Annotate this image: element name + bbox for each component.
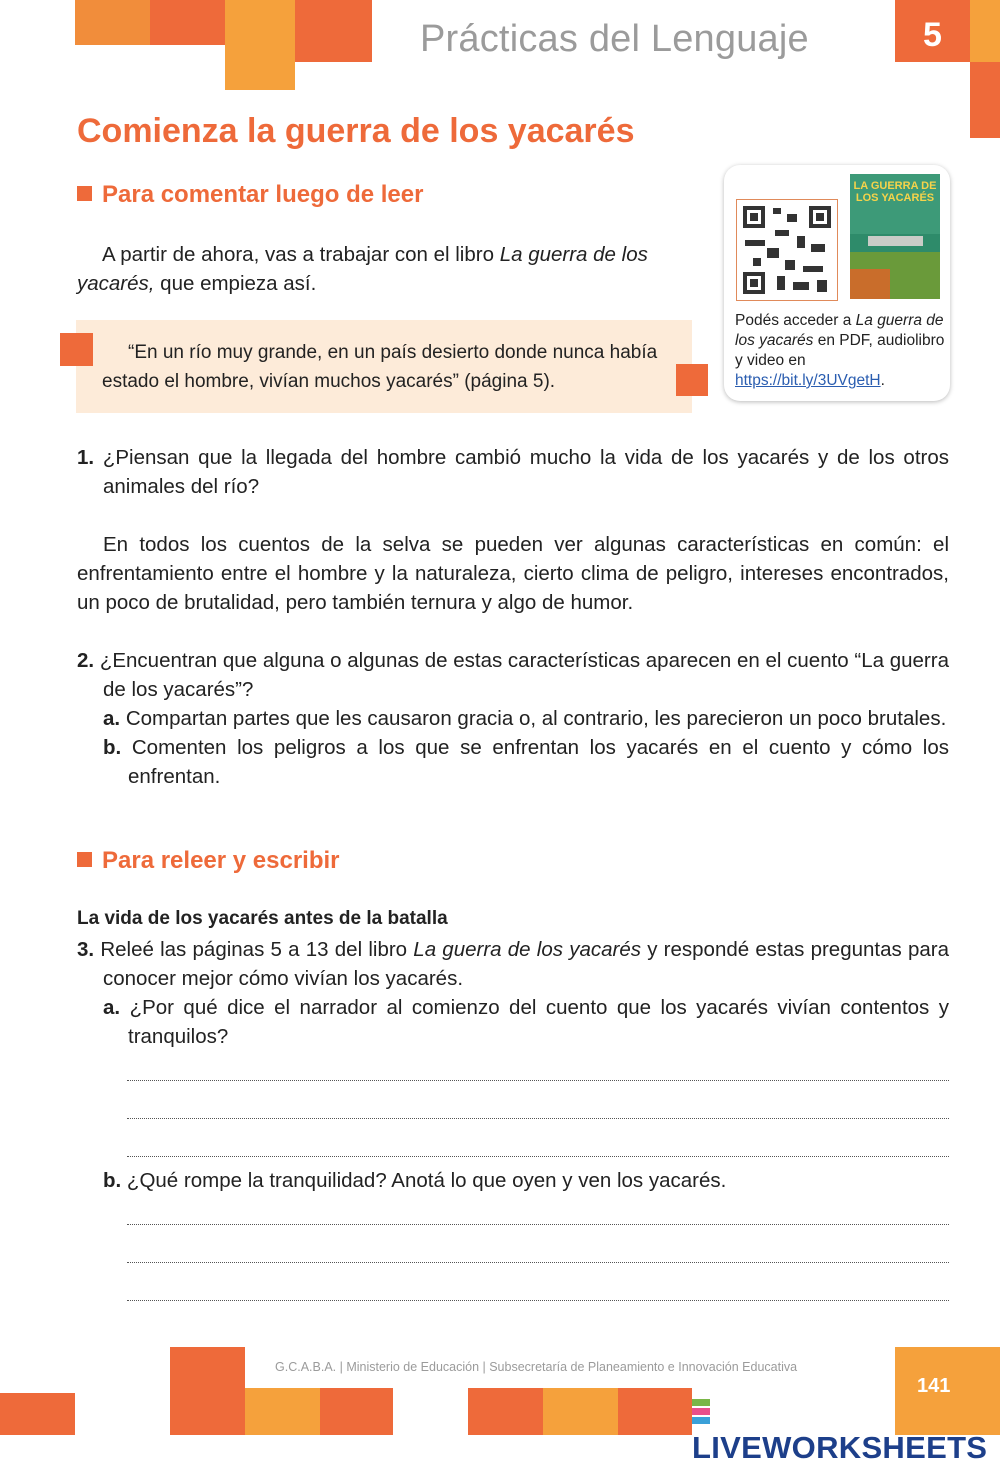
- header-decoration: [225, 0, 295, 90]
- selva-paragraph: En todos los cuentos de la selva se pueden ver algunas características en común: el enfrentamiento entre el hombre y la naturaleza, cierto clima de peligro, intereses encontrados, un poco de brutalidad, pero también ternura y algo de humor.: [77, 533, 949, 614]
- unit-number: 5: [895, 0, 970, 62]
- bullet-square-icon: [77, 852, 92, 867]
- bullet-square-icon: [77, 186, 92, 201]
- question-1: 1. ¿Piensan que la llegada del hombre cambió mucho la vida de los yacarés y de los otros animales del río?: [77, 446, 949, 498]
- footer-decoration: [468, 1388, 543, 1435]
- question-2: 2. ¿Encuentran que alguna o algunas de estas características aparecen en el cuento “La guerra de los yacarés”? a. Compartan partes que les causaron gracia o, al contrario, les parecieron un poco brutales. b. Comenten los peligros a los que se enfrentan los yacarés en el cuento y cómo los enfrentan.: [77, 646, 949, 791]
- liveworksheets-watermark: LIVEWORKSHEETS: [692, 1394, 1000, 1466]
- quote-open-square-icon: [60, 333, 93, 366]
- answer-line-3b-1[interactable]: [127, 1224, 949, 1225]
- subject-title: Prácticas del Lenguaje: [420, 18, 809, 60]
- footer-decoration: [170, 1347, 245, 1435]
- book-quote: “En un río muy grande, en un país desierto donde nunca había estado el hombre, vivían muchos yacarés” (página 5).: [102, 342, 658, 392]
- footer-decoration: [618, 1388, 692, 1435]
- header-decoration: [150, 0, 225, 45]
- liveworksheets-logo-icon: [692, 1399, 710, 1425]
- qr-code-icon[interactable]: [736, 199, 838, 301]
- question-2b: b. Comenten los peligros a los que se enfrentan los yacarés en el cuento y cómo los enfrentan.: [103, 736, 949, 788]
- resource-card: [724, 165, 950, 401]
- answer-line-3a-2[interactable]: [127, 1118, 949, 1119]
- question-2a: a. Compartan partes que les causaron gracia o, al contrario, les parecieron un poco brutales.: [103, 707, 947, 730]
- subsection-title: La vida de los yacarés antes de la batalla: [77, 908, 448, 929]
- answer-line-3a-3[interactable]: [127, 1156, 949, 1157]
- footer-decoration: [543, 1388, 618, 1435]
- answer-line-3a-1[interactable]: [127, 1080, 949, 1081]
- card-description: Podés acceder a La guerra de los yacarés en PDF, audiolibro y video en https://bit.ly/3UVgetH.: [735, 312, 945, 389]
- page-title: Comienza la guerra de los yacarés: [77, 112, 635, 150]
- question-3: 3. Releé las páginas 5 a 13 del libro La guerra de los yacarés y respondé estas preguntas para conocer mejor cómo vivían los yacarés. a. ¿Por qué dice el narrador al comienzo del cuento que los yacarés vivían contentos y tranquilos?: [77, 935, 949, 1051]
- section-heading-comentar: Para comentar luego de leer: [77, 181, 423, 209]
- quote-box: [76, 320, 692, 413]
- answer-line-3b-2[interactable]: [127, 1262, 949, 1263]
- footer-credits: G.C.A.B.A. | Ministerio de Educación | Subsecretaría de Planeamiento e Innovación Educativa: [275, 1360, 798, 1374]
- answer-line-3b-3[interactable]: [127, 1300, 949, 1301]
- question-3b: b. ¿Qué rompe la tranquilidad? Anotá lo que oyen y ven los yacarés.: [103, 1169, 727, 1192]
- footer-decoration: [320, 1388, 393, 1435]
- header-decoration: [970, 0, 1000, 62]
- intro-paragraph: A partir de ahora, vas a trabajar con el libro La guerra de los yacarés, que empieza así.: [77, 243, 648, 295]
- question-3a: a. ¿Por qué dice el narrador al comienzo del cuento que los yacarés vivían contentos y tranquilos?: [103, 996, 949, 1048]
- book-cover-image: [850, 174, 940, 299]
- header-decoration: [295, 0, 372, 62]
- footer-decoration: [0, 1393, 75, 1435]
- footer-decoration: [245, 1388, 320, 1435]
- section-heading-releer: Para releer y escribir: [77, 847, 340, 875]
- page-number: 141: [917, 1375, 951, 1397]
- quote-close-square-icon: [676, 364, 708, 396]
- header-decoration: [75, 0, 150, 45]
- book-link[interactable]: https://bit.ly/3UVgetH: [735, 372, 881, 389]
- book-cover-title: LA GUERRA DE LOS YACARÉS: [853, 180, 937, 204]
- header-decoration: [970, 62, 1000, 138]
